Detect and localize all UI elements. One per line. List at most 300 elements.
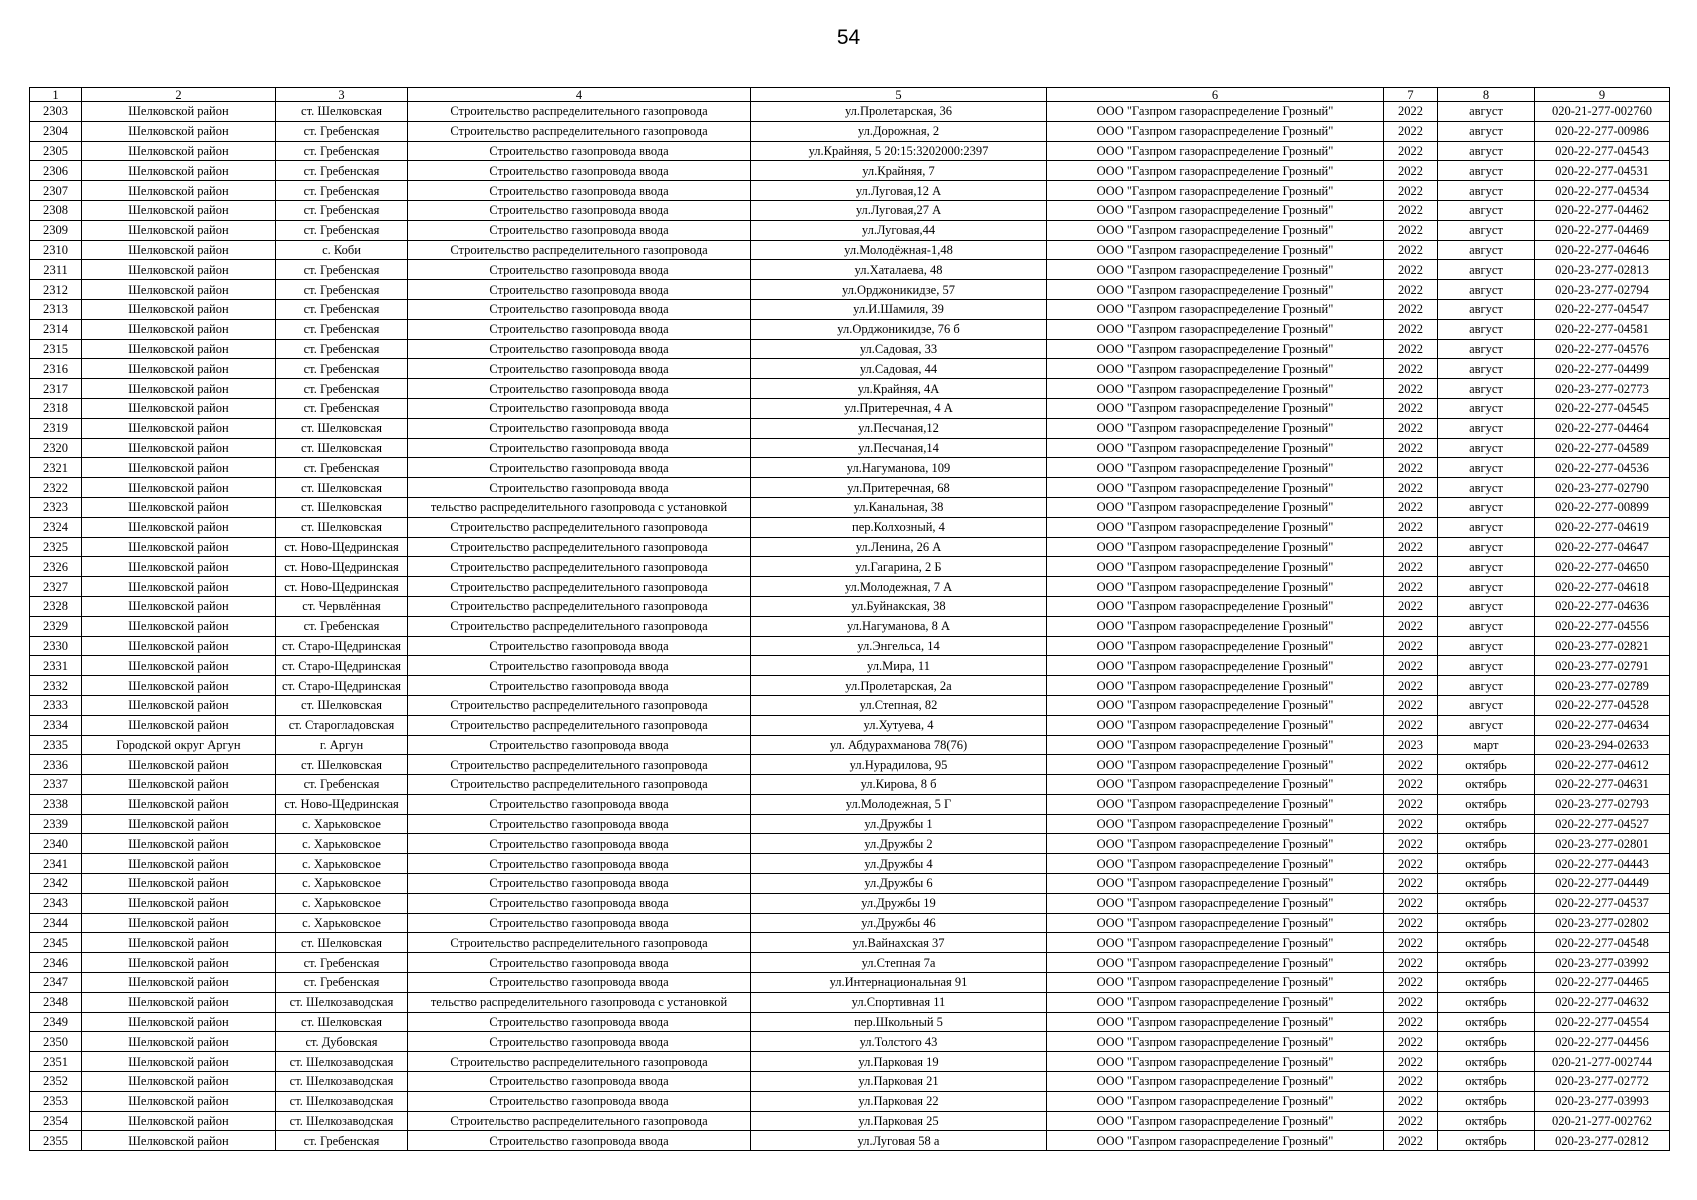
- permit-number-cell: 020-22-277-04576: [1535, 339, 1670, 359]
- district-cell: Шелковской район: [82, 755, 276, 775]
- month-cell: октябрь: [1438, 874, 1535, 894]
- year-cell: 2022: [1384, 398, 1438, 418]
- organization-cell: ООО "Газпром газораспределение Грозный": [1047, 280, 1384, 300]
- table-row: [30, 973, 1670, 993]
- month-cell: октябрь: [1438, 775, 1535, 795]
- year-cell: 2022: [1384, 438, 1438, 458]
- row-number-cell: 2339: [30, 814, 82, 834]
- permit-number-cell: 020-22-277-04647: [1535, 537, 1670, 557]
- gas-pipeline-registry-table: [29, 87, 1670, 1151]
- organization-cell: ООО "Газпром газораспределение Грозный": [1047, 240, 1384, 260]
- organization-cell: ООО "Газпром газораспределение Грозный": [1047, 893, 1384, 913]
- year-cell: 2022: [1384, 1012, 1438, 1032]
- column-header: 7: [1384, 88, 1438, 102]
- permit-number-cell: 020-23-277-03992: [1535, 953, 1670, 973]
- address-cell: ул.Притеречная, 68: [751, 478, 1047, 498]
- work-type-cell: Строительство газопровода ввода: [408, 1032, 751, 1052]
- permit-number-cell: 020-22-277-04547: [1535, 299, 1670, 319]
- work-type-cell: Строительство распределительного газопровода: [408, 1052, 751, 1072]
- month-cell: август: [1438, 418, 1535, 438]
- organization-cell: ООО "Газпром газораспределение Грозный": [1047, 814, 1384, 834]
- month-cell: август: [1438, 676, 1535, 696]
- organization-cell: ООО "Газпром газораспределение Грозный": [1047, 398, 1384, 418]
- work-type-cell: Строительство газопровода ввода: [408, 280, 751, 300]
- permit-number-cell: 020-22-277-04528: [1535, 695, 1670, 715]
- address-cell: ул.Буйнакская, 38: [751, 596, 1047, 616]
- permit-number-cell: 020-22-277-04631: [1535, 775, 1670, 795]
- year-cell: 2022: [1384, 1032, 1438, 1052]
- district-cell: Шелковской район: [82, 616, 276, 636]
- work-type-cell: Строительство газопровода ввода: [408, 656, 751, 676]
- address-cell: ул.Песчаная,14: [751, 438, 1047, 458]
- table-row: [30, 1032, 1670, 1052]
- district-cell: Шелковской район: [82, 814, 276, 834]
- column-header: 3: [276, 88, 408, 102]
- settlement-cell: ст. Гребенская: [276, 379, 408, 399]
- address-cell: ул.Дружбы 19: [751, 893, 1047, 913]
- address-cell: ул.Мира, 11: [751, 656, 1047, 676]
- row-number-cell: 2319: [30, 418, 82, 438]
- work-type-cell: Строительство газопровода ввода: [408, 161, 751, 181]
- permit-number-cell: 020-22-277-04465: [1535, 973, 1670, 993]
- organization-cell: ООО "Газпром газораспределение Грозный": [1047, 1091, 1384, 1111]
- organization-cell: ООО "Газпром газораспределение Грозный": [1047, 695, 1384, 715]
- settlement-cell: с. Харьковское: [276, 893, 408, 913]
- month-cell: август: [1438, 181, 1535, 201]
- settlement-cell: ст. Ново-Щедринская: [276, 794, 408, 814]
- permit-number-cell: 020-22-277-04650: [1535, 557, 1670, 577]
- work-type-cell: Строительство распределительного газопровода: [408, 1111, 751, 1131]
- month-cell: август: [1438, 200, 1535, 220]
- year-cell: 2022: [1384, 339, 1438, 359]
- organization-cell: ООО "Газпром газораспределение Грозный": [1047, 557, 1384, 577]
- row-number-cell: 2314: [30, 319, 82, 339]
- table-row: [30, 913, 1670, 933]
- work-type-cell: Строительство газопровода ввода: [408, 953, 751, 973]
- settlement-cell: ст. Гребенская: [276, 319, 408, 339]
- table-row: [30, 1052, 1670, 1072]
- settlement-cell: ст. Гребенская: [276, 161, 408, 181]
- year-cell: 2022: [1384, 1072, 1438, 1092]
- table-row: [30, 834, 1670, 854]
- address-cell: ул.Дружбы 2: [751, 834, 1047, 854]
- year-cell: 2022: [1384, 933, 1438, 953]
- year-cell: 2022: [1384, 200, 1438, 220]
- district-cell: Шелковской район: [82, 992, 276, 1012]
- address-cell: ул.Нагуманова, 109: [751, 458, 1047, 478]
- organization-cell: ООО "Газпром газораспределение Грозный": [1047, 755, 1384, 775]
- settlement-cell: ст. Гребенская: [276, 339, 408, 359]
- row-number-cell: 2324: [30, 517, 82, 537]
- work-type-cell: Строительство распределительного газопровода: [408, 517, 751, 537]
- district-cell: Шелковской район: [82, 715, 276, 735]
- district-cell: Шелковской район: [82, 517, 276, 537]
- month-cell: октябрь: [1438, 1111, 1535, 1131]
- permit-number-cell: 020-22-277-00986: [1535, 121, 1670, 141]
- settlement-cell: ст. Шелкозаводская: [276, 992, 408, 1012]
- district-cell: Шелковской район: [82, 497, 276, 517]
- row-number-cell: 2321: [30, 458, 82, 478]
- organization-cell: ООО "Газпром газораспределение Грозный": [1047, 319, 1384, 339]
- permit-number-cell: 020-23-277-02802: [1535, 913, 1670, 933]
- address-cell: ул.Притеречная, 4 А: [751, 398, 1047, 418]
- organization-cell: ООО "Газпром газораспределение Грозный": [1047, 913, 1384, 933]
- settlement-cell: ст. Шелковская: [276, 1012, 408, 1032]
- settlement-cell: с. Харьковское: [276, 834, 408, 854]
- address-cell: ул.Нагуманова, 8 А: [751, 616, 1047, 636]
- work-type-cell: Строительство распределительного газопровода: [408, 616, 751, 636]
- year-cell: 2022: [1384, 636, 1438, 656]
- month-cell: август: [1438, 102, 1535, 122]
- month-cell: октябрь: [1438, 794, 1535, 814]
- address-cell: ул.Хаталаева, 48: [751, 260, 1047, 280]
- work-type-cell: Строительство газопровода ввода: [408, 438, 751, 458]
- settlement-cell: ст. Гребенская: [276, 775, 408, 795]
- work-type-cell: Строительство газопровода ввода: [408, 200, 751, 220]
- work-type-cell: Строительство распределительного газопровода: [408, 121, 751, 141]
- column-header: 1: [30, 88, 82, 102]
- permit-number-cell: 020-23-277-02801: [1535, 834, 1670, 854]
- table-row: [30, 814, 1670, 834]
- permit-number-cell: 020-22-277-04556: [1535, 616, 1670, 636]
- row-number-cell: 2347: [30, 973, 82, 993]
- permit-number-cell: 020-23-277-02812: [1535, 1131, 1670, 1151]
- month-cell: август: [1438, 319, 1535, 339]
- table-row: [30, 438, 1670, 458]
- year-cell: 2022: [1384, 497, 1438, 517]
- address-cell: ул.Спортивная 11: [751, 992, 1047, 1012]
- address-cell: ул.Степная 7а: [751, 953, 1047, 973]
- district-cell: Шелковской район: [82, 220, 276, 240]
- settlement-cell: ст. Шелковская: [276, 755, 408, 775]
- district-cell: Шелковской район: [82, 359, 276, 379]
- address-cell: ул.Орджоникидзе, 57: [751, 280, 1047, 300]
- settlement-cell: ст. Шелковская: [276, 438, 408, 458]
- settlement-cell: ст. Гребенская: [276, 260, 408, 280]
- year-cell: 2022: [1384, 379, 1438, 399]
- month-cell: октябрь: [1438, 933, 1535, 953]
- district-cell: Шелковской район: [82, 913, 276, 933]
- district-cell: Шелковской район: [82, 933, 276, 953]
- month-cell: октябрь: [1438, 1131, 1535, 1151]
- month-cell: август: [1438, 497, 1535, 517]
- month-cell: октябрь: [1438, 973, 1535, 993]
- organization-cell: ООО "Газпром газораспределение Грозный": [1047, 616, 1384, 636]
- district-cell: Шелковской район: [82, 1072, 276, 1092]
- settlement-cell: ст. Гребенская: [276, 458, 408, 478]
- district-cell: Шелковской район: [82, 794, 276, 814]
- district-cell: Шелковской район: [82, 200, 276, 220]
- settlement-cell: ст. Гребенская: [276, 121, 408, 141]
- row-number-cell: 2323: [30, 497, 82, 517]
- address-cell: ул.Песчаная,12: [751, 418, 1047, 438]
- settlement-cell: ст. Шелкозаводская: [276, 1072, 408, 1092]
- month-cell: октябрь: [1438, 854, 1535, 874]
- work-type-cell: Строительство газопровода ввода: [408, 398, 751, 418]
- work-type-cell: Строительство газопровода ввода: [408, 973, 751, 993]
- table-row: [30, 1012, 1670, 1032]
- work-type-cell: Строительство газопровода ввода: [408, 1131, 751, 1151]
- year-cell: 2022: [1384, 775, 1438, 795]
- registry-body: [30, 102, 1670, 1151]
- month-cell: октябрь: [1438, 1091, 1535, 1111]
- organization-cell: ООО "Газпром газораспределение Грозный": [1047, 181, 1384, 201]
- row-number-cell: 2313: [30, 299, 82, 319]
- organization-cell: ООО "Газпром газораспределение Грозный": [1047, 161, 1384, 181]
- district-cell: Шелковской район: [82, 398, 276, 418]
- column-header: 8: [1438, 88, 1535, 102]
- table-row: [30, 161, 1670, 181]
- district-cell: Шелковской район: [82, 240, 276, 260]
- address-cell: ул.Хутуева, 4: [751, 715, 1047, 735]
- address-cell: ул.Ленина, 26 А: [751, 537, 1047, 557]
- address-cell: пер.Школьный 5: [751, 1012, 1047, 1032]
- month-cell: август: [1438, 656, 1535, 676]
- table-row: [30, 735, 1670, 755]
- work-type-cell: Строительство газопровода ввода: [408, 379, 751, 399]
- year-cell: 2022: [1384, 478, 1438, 498]
- district-cell: Шелковской район: [82, 319, 276, 339]
- address-cell: ул.Вайнахская 37: [751, 933, 1047, 953]
- organization-cell: ООО "Газпром газораспределение Грозный": [1047, 973, 1384, 993]
- permit-number-cell: 020-22-277-04618: [1535, 577, 1670, 597]
- row-number-cell: 2318: [30, 398, 82, 418]
- year-cell: 2023: [1384, 735, 1438, 755]
- district-cell: Шелковской район: [82, 775, 276, 795]
- table-row: [30, 102, 1670, 122]
- table-row: [30, 596, 1670, 616]
- organization-cell: ООО "Газпром газораспределение Грозный": [1047, 715, 1384, 735]
- settlement-cell: ст. Старогладовская: [276, 715, 408, 735]
- permit-number-cell: 020-23-277-02793: [1535, 794, 1670, 814]
- row-number-cell: 2340: [30, 834, 82, 854]
- organization-cell: ООО "Газпром газораспределение Грозный": [1047, 735, 1384, 755]
- table-row: [30, 418, 1670, 438]
- permit-number-cell: 020-22-277-04543: [1535, 141, 1670, 161]
- settlement-cell: с. Харьковское: [276, 913, 408, 933]
- work-type-cell: Строительство газопровода ввода: [408, 794, 751, 814]
- row-number-cell: 2355: [30, 1131, 82, 1151]
- permit-number-cell: 020-22-277-04531: [1535, 161, 1670, 181]
- district-cell: Шелковской район: [82, 161, 276, 181]
- table-row: [30, 893, 1670, 913]
- permit-number-cell: 020-23-277-02821: [1535, 636, 1670, 656]
- year-cell: 2022: [1384, 517, 1438, 537]
- district-cell: Шелковской район: [82, 1052, 276, 1072]
- district-cell: Шелковской район: [82, 280, 276, 300]
- district-cell: Шелковской район: [82, 695, 276, 715]
- settlement-cell: ст. Гребенская: [276, 220, 408, 240]
- year-cell: 2022: [1384, 676, 1438, 696]
- permit-number-cell: 020-22-277-04527: [1535, 814, 1670, 834]
- organization-cell: ООО "Газпром газораспределение Грозный": [1047, 775, 1384, 795]
- district-cell: Шелковской район: [82, 1012, 276, 1032]
- work-type-cell: Строительство газопровода ввода: [408, 1091, 751, 1111]
- settlement-cell: ст. Шелковская: [276, 478, 408, 498]
- month-cell: август: [1438, 398, 1535, 418]
- organization-cell: ООО "Газпром газораспределение Грозный": [1047, 478, 1384, 498]
- permit-number-cell: 020-23-277-02791: [1535, 656, 1670, 676]
- settlement-cell: ст. Ново-Щедринская: [276, 557, 408, 577]
- table-row: [30, 794, 1670, 814]
- year-cell: 2022: [1384, 458, 1438, 478]
- address-cell: ул.Крайняя, 4А: [751, 379, 1047, 399]
- year-cell: 2022: [1384, 121, 1438, 141]
- organization-cell: ООО "Газпром газораспределение Грозный": [1047, 874, 1384, 894]
- year-cell: 2022: [1384, 695, 1438, 715]
- month-cell: август: [1438, 616, 1535, 636]
- organization-cell: ООО "Газпром газораспределение Грозный": [1047, 121, 1384, 141]
- settlement-cell: ст. Шелкозаводская: [276, 1111, 408, 1131]
- district-cell: Шелковской район: [82, 596, 276, 616]
- address-cell: ул.И.Шамиля, 39: [751, 299, 1047, 319]
- permit-number-cell: 020-23-277-02789: [1535, 676, 1670, 696]
- work-type-cell: Строительство газопровода ввода: [408, 181, 751, 201]
- district-cell: Шелковской район: [82, 102, 276, 122]
- work-type-cell: Строительство газопровода ввода: [408, 339, 751, 359]
- work-type-cell: Строительство газопровода ввода: [408, 141, 751, 161]
- permit-number-cell: 020-22-277-04612: [1535, 755, 1670, 775]
- organization-cell: ООО "Газпром газораспределение Грозный": [1047, 497, 1384, 517]
- work-type-cell: Строительство распределительного газопровода: [408, 102, 751, 122]
- address-cell: ул.Пролетарская, 36: [751, 102, 1047, 122]
- table-row: [30, 517, 1670, 537]
- row-number-cell: 2317: [30, 379, 82, 399]
- district-cell: Шелковской район: [82, 458, 276, 478]
- permit-number-cell: 020-23-277-02813: [1535, 260, 1670, 280]
- permit-number-cell: 020-22-277-04632: [1535, 992, 1670, 1012]
- work-type-cell: Строительство распределительного газопровода: [408, 755, 751, 775]
- organization-cell: ООО "Газпром газораспределение Грозный": [1047, 1131, 1384, 1151]
- organization-cell: ООО "Газпром газораспределение Грозный": [1047, 1012, 1384, 1032]
- address-cell: ул.Дружбы 1: [751, 814, 1047, 834]
- permit-number-cell: 020-22-277-04536: [1535, 458, 1670, 478]
- month-cell: август: [1438, 478, 1535, 498]
- work-type-cell: Строительство газопровода ввода: [408, 220, 751, 240]
- permit-number-cell: 020-22-277-04456: [1535, 1032, 1670, 1052]
- permit-number-cell: 020-22-277-04636: [1535, 596, 1670, 616]
- table-row: [30, 339, 1670, 359]
- table-row: [30, 200, 1670, 220]
- year-cell: 2022: [1384, 141, 1438, 161]
- row-number-cell: 2330: [30, 636, 82, 656]
- permit-number-cell: 020-22-277-04545: [1535, 398, 1670, 418]
- district-cell: Шелковской район: [82, 656, 276, 676]
- work-type-cell: Строительство газопровода ввода: [408, 636, 751, 656]
- district-cell: Шелковской район: [82, 636, 276, 656]
- month-cell: август: [1438, 141, 1535, 161]
- settlement-cell: ст. Червлённая: [276, 596, 408, 616]
- district-cell: Шелковской район: [82, 339, 276, 359]
- organization-cell: ООО "Газпром газораспределение Грозный": [1047, 200, 1384, 220]
- district-cell: Шелковской район: [82, 141, 276, 161]
- organization-cell: ООО "Газпром газораспределение Грозный": [1047, 141, 1384, 161]
- permit-number-cell: 020-22-277-04619: [1535, 517, 1670, 537]
- organization-cell: ООО "Газпром газораспределение Грозный": [1047, 992, 1384, 1012]
- work-type-cell: Строительство газопровода ввода: [408, 834, 751, 854]
- address-cell: ул.Дружбы 6: [751, 874, 1047, 894]
- row-number-cell: 2354: [30, 1111, 82, 1131]
- work-type-cell: Строительство газопровода ввода: [408, 418, 751, 438]
- table-row: [30, 656, 1670, 676]
- table-row: [30, 319, 1670, 339]
- table-row: [30, 695, 1670, 715]
- work-type-cell: Строительство распределительного газопровода: [408, 715, 751, 735]
- month-cell: октябрь: [1438, 893, 1535, 913]
- table-row: [30, 636, 1670, 656]
- month-cell: август: [1438, 517, 1535, 537]
- month-cell: август: [1438, 260, 1535, 280]
- year-cell: 2022: [1384, 992, 1438, 1012]
- district-cell: Шелковской район: [82, 438, 276, 458]
- organization-cell: ООО "Газпром газораспределение Грозный": [1047, 458, 1384, 478]
- row-number-cell: 2352: [30, 1072, 82, 1092]
- organization-cell: ООО "Газпром газораспределение Грозный": [1047, 953, 1384, 973]
- organization-cell: ООО "Газпром газораспределение Грозный": [1047, 220, 1384, 240]
- table-row: [30, 280, 1670, 300]
- address-cell: ул.Луговая 58 а: [751, 1131, 1047, 1151]
- work-type-cell: Строительство газопровода ввода: [408, 478, 751, 498]
- district-cell: Шелковской район: [82, 953, 276, 973]
- settlement-cell: с. Харьковское: [276, 874, 408, 894]
- work-type-cell: Строительство газопровода ввода: [408, 814, 751, 834]
- permit-number-cell: 020-22-277-04462: [1535, 200, 1670, 220]
- permit-number-cell: 020-23-294-02633: [1535, 735, 1670, 755]
- table-row: [30, 755, 1670, 775]
- district-cell: Шелковской район: [82, 893, 276, 913]
- year-cell: 2022: [1384, 893, 1438, 913]
- row-number-cell: 2336: [30, 755, 82, 775]
- permit-number-cell: 020-22-277-04581: [1535, 319, 1670, 339]
- work-type-cell: Строительство газопровода ввода: [408, 458, 751, 478]
- permit-number-cell: 020-22-277-04589: [1535, 438, 1670, 458]
- row-number-cell: 2350: [30, 1032, 82, 1052]
- year-cell: 2022: [1384, 834, 1438, 854]
- row-number-cell: 2349: [30, 1012, 82, 1032]
- district-cell: Шелковской район: [82, 1091, 276, 1111]
- row-number-cell: 2326: [30, 557, 82, 577]
- column-header: 4: [408, 88, 751, 102]
- row-number-cell: 2307: [30, 181, 82, 201]
- row-number-cell: 2338: [30, 794, 82, 814]
- month-cell: август: [1438, 557, 1535, 577]
- year-cell: 2022: [1384, 359, 1438, 379]
- year-cell: 2022: [1384, 577, 1438, 597]
- address-cell: ул.Интернациональная 91: [751, 973, 1047, 993]
- organization-cell: ООО "Газпром газораспределение Грозный": [1047, 596, 1384, 616]
- column-header: 2: [82, 88, 276, 102]
- work-type-cell: Строительство распределительного газопровода: [408, 557, 751, 577]
- permit-number-cell: 020-22-277-00899: [1535, 497, 1670, 517]
- month-cell: август: [1438, 121, 1535, 141]
- month-cell: октябрь: [1438, 953, 1535, 973]
- table-row: [30, 577, 1670, 597]
- address-cell: ул.Луговая,12 А: [751, 181, 1047, 201]
- settlement-cell: ст. Шелкозаводская: [276, 1052, 408, 1072]
- row-number-cell: 2345: [30, 933, 82, 953]
- table-row: [30, 715, 1670, 735]
- district-cell: Шелковской район: [82, 379, 276, 399]
- work-type-cell: Строительство газопровода ввода: [408, 735, 751, 755]
- row-number-cell: 2329: [30, 616, 82, 636]
- row-number-cell: 2305: [30, 141, 82, 161]
- month-cell: август: [1438, 299, 1535, 319]
- table-row: [30, 537, 1670, 557]
- row-number-cell: 2333: [30, 695, 82, 715]
- permit-number-cell: 020-22-277-04634: [1535, 715, 1670, 735]
- year-cell: 2022: [1384, 814, 1438, 834]
- address-cell: ул.Энгельса, 14: [751, 636, 1047, 656]
